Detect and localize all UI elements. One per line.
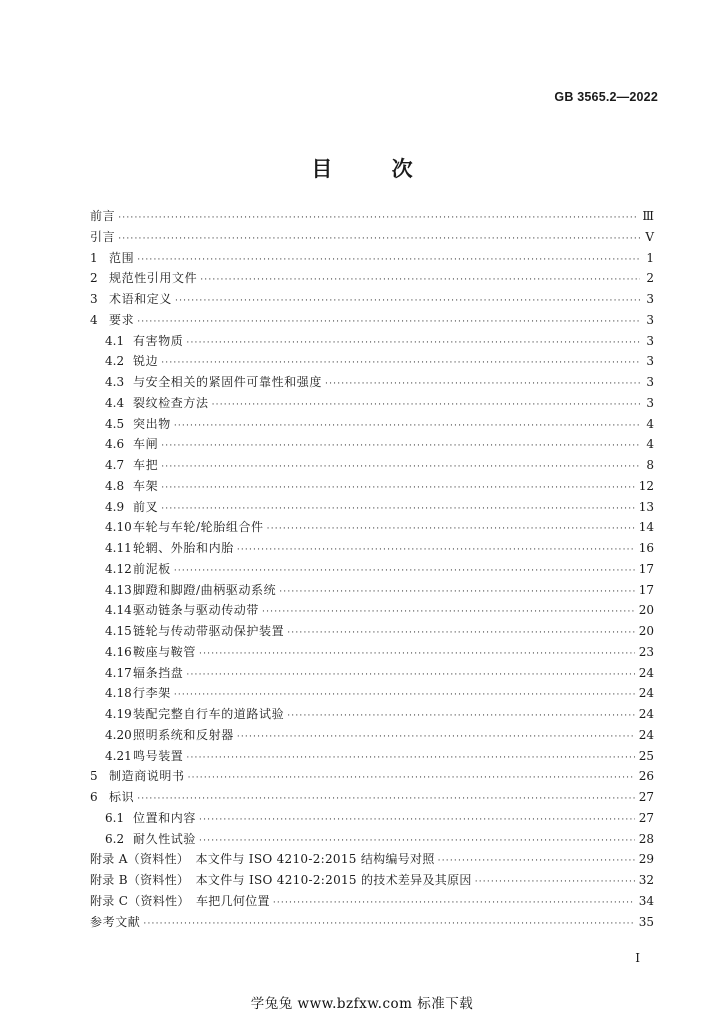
toc-entry-4-7[interactable]: 4.7 车把 ····· 8 <box>90 456 654 477</box>
table-of-contents <box>90 207 654 933</box>
toc-entry-4-16[interactable]: 4.16 鞍座与鞍管 ····· 23 <box>90 643 654 664</box>
toc-entry-4-12[interactable]: 4.12 前泥板 ····· 17 <box>90 560 654 581</box>
toc-entry-4-19[interactable]: 4.19 装配完整自行车的道路试验 ····· 24 <box>90 705 654 726</box>
toc-title: 目 次 <box>311 156 439 181</box>
toc-entry-3[interactable]: 3 术语和定义 ····· 3 <box>90 290 654 311</box>
toc-entry-1[interactable]: 1 范围 ····· 1 <box>90 249 654 270</box>
toc-entry-introduction[interactable]: 引言 ····· Ⅴ <box>90 228 654 249</box>
toc-entry-6-1[interactable]: 6.1 位置和内容 ····· 27 <box>90 809 654 830</box>
toc-entry-4-1[interactable]: 4.1 有害物质 ····· 3 <box>90 332 654 353</box>
toc-entry-4-6[interactable]: 4.6 车闸 ····· 4 <box>90 435 654 456</box>
toc-entry-6[interactable]: 6 标识 ····· 27 <box>90 788 654 809</box>
toc-entry-4-9[interactable]: 4.9 前叉 ····· 13 <box>90 498 654 519</box>
toc-entry-4-20[interactable]: 4.20 照明系统和反射器 ····· 24 <box>90 726 654 747</box>
standard-number: GB 3565.2—2022 <box>554 90 658 104</box>
toc-entry-foreword[interactable]: 前言 ····· Ⅲ <box>90 207 654 228</box>
toc-entry-4-11[interactable]: 4.11 轮辋、外胎和内胎 ····· 16 <box>90 539 654 560</box>
site-watermark: 学兔兔 www.bzfxw.com 标准下载 <box>250 996 474 1012</box>
toc-entry-4-8[interactable]: 4.8 车架 ····· 12 <box>90 477 654 498</box>
toc-entry-4[interactable]: 4 要求 ····· 3 <box>90 311 654 332</box>
page-number: Ⅰ <box>635 951 640 965</box>
toc-entry-4-10[interactable]: 4.10 车轮与车轮/轮胎组合件 ····· 14 <box>90 518 654 539</box>
toc-entry-5[interactable]: 5 制造商说明书 ····· 26 <box>90 767 654 788</box>
toc-entry-bibliography[interactable]: 参考文献 ····· 35 <box>90 913 654 934</box>
toc-entry-4-17[interactable]: 4.17 辐条挡盘 ····· 24 <box>90 664 654 685</box>
toc-entry-4-2[interactable]: 4.2 锐边 ····· 3 <box>90 352 654 373</box>
toc-entry-4-4[interactable]: 4.4 裂纹检查方法 ····· 3 <box>90 394 654 415</box>
toc-entry-4-5[interactable]: 4.5 突出物 ····· 4 <box>90 415 654 436</box>
toc-entry-4-14[interactable]: 4.14 驱动链条与驱动传动带 ····· 20 <box>90 601 654 622</box>
toc-entry-annex-a[interactable]: 附录 A（资料性） 本文件与 ISO 4210-2:2015 结构编号对照 ····· 29 <box>90 850 654 871</box>
toc-entry-2[interactable]: 2 规范性引用文件 ····· 2 <box>90 269 654 290</box>
toc-entry-4-13[interactable]: 4.13 脚蹬和脚蹬/曲柄驱动系统 ····· 17 <box>90 581 654 602</box>
toc-entry-annex-b[interactable]: 附录 B（资料性） 本文件与 ISO 4210-2:2015 的技术差异及其原因 ····· 32 <box>90 871 654 892</box>
toc-entry-annex-c[interactable]: 附录 C（资料性） 车把几何位置 ····· 34 <box>90 892 654 913</box>
toc-entry-4-18[interactable]: 4.18 行李架 ····· 24 <box>90 684 654 705</box>
toc-entry-4-21[interactable]: 4.21 鸣号装置 ····· 25 <box>90 747 654 768</box>
toc-entry-6-2[interactable]: 6.2 耐久性试验 ····· 28 <box>90 830 654 851</box>
toc-entry-4-15[interactable]: 4.15 链轮与传动带驱动保护装置 ····· 20 <box>90 622 654 643</box>
toc-entry-4-3[interactable]: 4.3 与安全相关的紧固件可靠性和强度 ····· 3 <box>90 373 654 394</box>
